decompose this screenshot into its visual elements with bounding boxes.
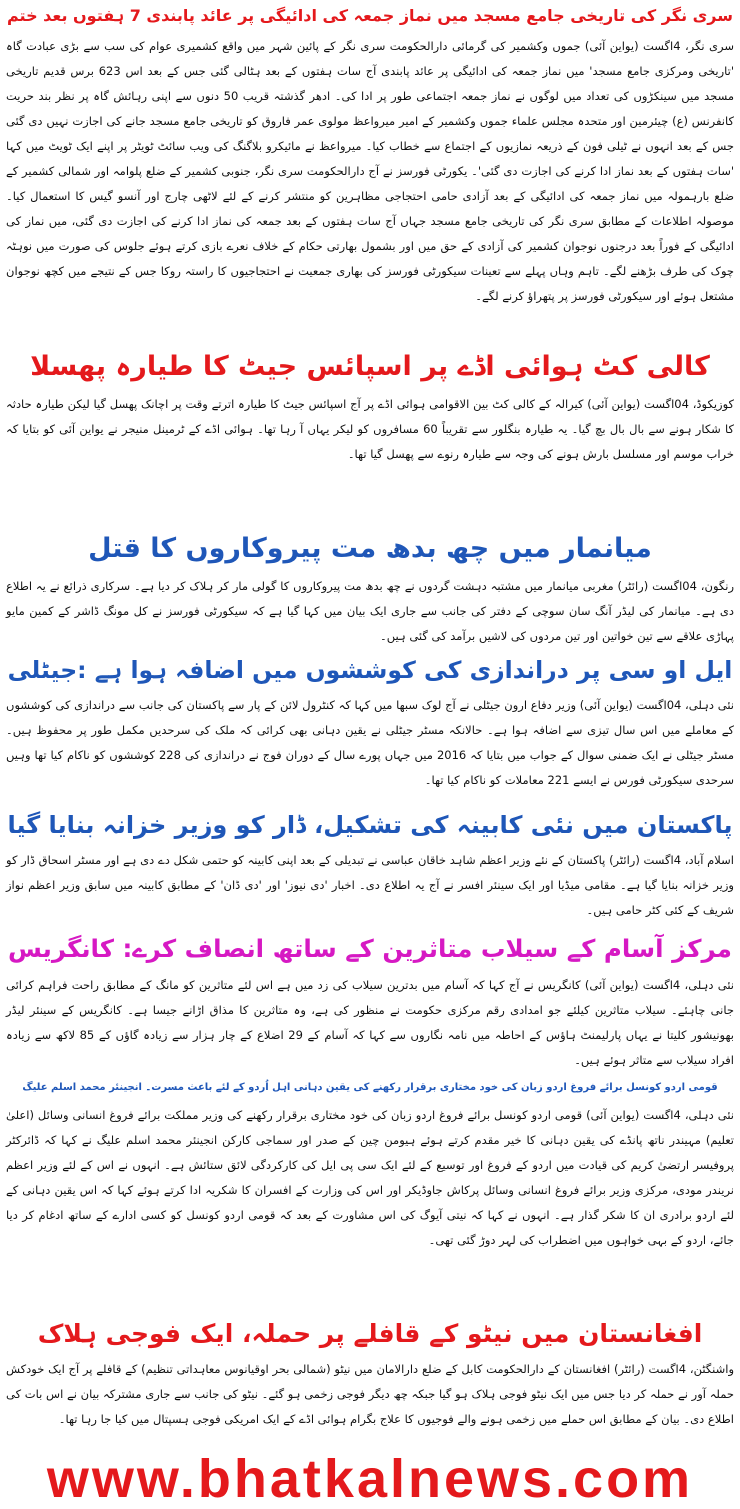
story-headline: مرکز آسام کے سیلاب متاثرین کے ساتھ انصاف کرے: کانگریس	[8, 934, 732, 963]
news-story	[6, 810, 734, 917]
story-body: واشنگٹن، 4اگست (رائٹر) افغانستان کے دارالحکومت کابل کے ضلع دارالامان میں نیٹو (شمالی بحر اوقیانوس معاہداتی تنظیم) کے قافلے پر آج ایک خودکش حملہ آور نے حملہ کر دیا جس میں ایک نیٹو فوجی ہلاک ہو گیا جبکہ چھ دیگر فوجی زخمی ہو گئے۔ نیٹو کی جانب سے جاری مشترکہ بیان نے اس بات کی اطلاع دی۔ بیان کے مطابق اس حملے میں زخمی ہونے والے فوجیوں کا علاج بگرام ہوائی اڈے کے ایک امریکی فوجی ہسپتال میں کیا جا رہا تھا۔	[6, 1362, 734, 1427]
news-story	[6, 1318, 734, 1432]
story-body: نئی دہلی، 4اگست (یواین آئی) قومی اردو کونسل برائے فروغ اردو زبان کی خود مختاری برقرار رکھنے کی وزیر مملکت برائے فروغ انسانی وسائل (اعلیٰ تعلیم) مہیندر ناتھ پانڈے کی یقین دہانی کا خیر مقدم کرتے ہوئے ہیومن چین کے صدر اور سماجی کارکن انجینئر محمد اسلم علیگ نے کہا کہ ڈائرکٹر پروفیسر ارتضیٰ کریم کی قیادت میں اردو کے فروغ اور توسیع کے لئے ایک سی پی ایل کی کارکردگی لائق ستائش ہے۔ انہوں نے اس کے لئے وزیر اعظم نریندر مودی، مرکزی وزیر برائے فروغ انسانی وسائل پرکاش جاوڈیکر اور اس کی وزارت کے افسران کا شکریہ ادا کرتے ہوئے کہا کہ اس یقین دہانی کے لئے اردو برادری ان کا شکر گذار ہے۔ انہوں نے کہا کہ نیتی آیوگ کی اس مشاورت کے بعد کہ قومی اردو کونسل کو کسی ادارے کے ساتھ ادغام کر دیا جائے، اردو کے بہی خواہوں میں اضطراب کی لہر دوڑ گئی تھی۔	[6, 1107, 735, 1247]
story-headline: سری نگر کی تاریخی جامع مسجد میں نماز جمعہ کی ادائیگی پر عائد پابندی 7 ہفتوں بعد ختم	[6, 6, 733, 25]
news-story	[6, 656, 734, 788]
news-story	[6, 6, 735, 303]
story-headline: کالی کٹ ہوائی اڈے پر اسپائس جیٹ کا طیارہ پھسلا	[30, 351, 710, 382]
story-body: نئی دہلی، 04اگست (یواین آئی) وزیر دفاع ارون جیٹلی نے آج لوک سبھا میں کہا کہ کنٹرول لائن کے پار سے پاکستان کی جانب سے دراندازی کی کوششوں کے معاملے میں اس سال تیزی سے اضافہ ہوا ہے۔ حالانکہ مسٹر جیٹلی نے یقین دہانی بھی کرائی کہ ملک کی سرحدیں مکمل طور پر محفوظ ہیں۔ مسٹر جیٹلی نے ایک ضمنی سوال کے جواب میں بتایا کہ 2016 میں جہاں پورے سال کے دوران فوج نے دراندازی کی 228 کوششوں کو ناکام کیا تھا وہیں سرحدی سیکورٹی فورس نے ایسے 221 معاملات کو ناکام کیا تھا۔	[6, 698, 734, 788]
story-headline: افغانستان میں نیٹو کے قافلے پر حملہ، ایک فوجی ہلاک	[37, 1319, 703, 1348]
story-body: رنگون، 04اگست (رائٹر) مغربی میانمار میں مشتبہ دہشت گردوں نے چھ بدھ مت پیروکاروں کا گولی مار کر ہلاک کر دیا ہے۔ سرکاری ذرائع نے یہ اطلاع دی ہے۔ میانمار کی لیڈر آنگ سان سوچی کے دفتر کی جانب سے جاری ایک بیان میں کہا گیا ہے کہ سیکورٹی فورسز نے کل مونگ ڈاشر کے کمین مایو پہاڑی علاقے سے تین خواتین اور تین مردوں کی لاشیں برآمد کی گئی ہیں۔	[6, 578, 735, 643]
news-story	[6, 1082, 735, 1247]
story-body: کوزیکوڈ، 04اگست (یواین آئی) کیرالہ کے کالی کٹ بین الاقوامی ہوائی اڈے پر آج اسپائس جیٹ کا طیارہ اترتے وقت پر اچانک پھسل گیا لیکن طیارہ حادثہ کا شکار ہونے سے بال بال بچ گیا۔ یہ طیارہ بنگلور سے تقریباً 60 مسافروں کو لیکر یہاں آ رہا تھا۔ ہوائی اڈے کے ٹرمینل منیجر نے یواین آئی کو بتایا کہ خراب موسم اور مسلسل بارش ہونے کی وجہ سے طیارہ رنوے سے پھسل گیا تھا۔	[6, 396, 735, 461]
story-body: نئی دہلی، 4اگست (یواین آئی) کانگریس نے آج کہا کہ آسام میں بدترین سیلاب کی زد میں ہے اس لئے متاثرین کو مانگ کے مطابق راحت فراہم کرائی جانی چاہئے۔ سیلاب متاثرین کیلئے جو امدادی رقم مرکزی حکومت نے منظور کی ہے، وہ متاثرین کا مذاق اڑانے جیسا ہے۔ کانگریس کے سینئر لیڈر بھونیشور کلیتا نے یہاں پارلیمنٹ ہاؤس کے احاطہ میں نامہ نگاروں سے کہا کہ آسام کے 29 اضلاع کے چار ہزار سے زیادہ گاؤں کے 85 لاکھ سے زیادہ افراد سیلاب سے متاثر ہوئے ہیں۔	[6, 977, 734, 1067]
story-body: اسلام آباد، 4اگست (رائٹر) پاکستان کے نئے وزیر اعظم شاہد خاقان عباسی نے تبدیلی کے بعد اپنی کابینہ کو حتمی شکل دے دی ہے اور مسٹر اسحاق ڈار کو وزیر خزانہ بنایا گیا ہے۔ مقامی میڈیا اور ایک سینئر افسر نے آج یہ اطلاع دی۔ اخبار 'دی نیوز' اور 'دی ڈان' کے مطابق کابینہ میں سابق وزیر اعظم نواز شریف کے کئی کٹر حامی ہیں۔	[6, 853, 734, 917]
story-body: سری نگر، 4اگست (یواین آئی) جموں وکشمیر کی گرمائی دارالحکومت سری نگر کے پائین شہر میں واقع کشمیری عوام کی سب سے بڑی عبادت گاہ 'تاریخی ومرکزی جامع مسجد' میں نماز جمعہ کی ادائیگی پر عائد پابندی آج سات ہفتوں کے بعد ہٹالی گئی جس کے بعد اس 623 برس قدیم تاریخی مسجد میں سینکڑوں کی تعداد میں لوگوں نے نماز جمعہ اجتماعی طور پر ادا کی۔ ادھر گذشتہ قریب 50 دنوں سے اپنی رہائش گاہ پر نظر بند حریت کانفرنس (ع) چیئرمین اور متحدہ مجلس علماء جموں وکشمیر کے امیر میرواعظ مولوی عمر فاروق کو تاریخی جامع مسجد جانے کی اجازت نہیں دی گئی جس کے بعد انہوں نے ٹیلی فون کے ذریعہ نمازیوں کے اجتماع سے خطاب کیا۔ میرواعظ نے مائیکرو بلاگنگ کی ویب سائٹ ٹویٹر پر اپنے ایک ٹویٹ میں کہا 'سات ہفتوں کے بعد نماز ادا کرنے کی اجازت دی گئی'۔ یکورٹی فورسز نے آج دارالحکومت سری نگر، جنوبی کشمیر کے ضلع پلوامہ اور شمالی کشمیر کے ضلع بارہمولہ میں نماز جمعہ کی ادائیگی کے بعد آزادی حامی احتجاجی مظاہرین کو منتشر کرنے کے لئے لاٹھی چارج اور آنسو گیس کا استعمال کیا۔ موصولہ اطلاعات کے مطابق سری نگر کی تاریخی جامع مسجد جہاں آج سات ہفتوں کے بعد جمعہ کی نماز ادا کرنے کی اجازت دی گئی، میں نماز کی ادائیگی کے فوراً بعد درجنوں نوجوان کشمیر کی آزادی کے حق میں اور بشمول بھارتی حکام کے خلاف نعرے بازی کرتے ہوئے جلوس کی صورت میں نوہٹہ چوک کی طرف بڑھنے لگے۔ تاہم وہاں پہلے سے تعینات سیکورٹی فورسز کی بھاری جمعیت نے احتجاجیوں کا راستہ روکا جس کے نتیجے میں کچھ نوجوان مشتعل ہوئے اور سیکورٹی فورسز پر پتھراؤ کرنے لگے۔	[6, 39, 735, 303]
story-headline: ایل او سی پر دراندازی کی کوششوں میں اضافہ ہوا ہے :جیٹلی	[7, 656, 733, 684]
news-story	[6, 350, 734, 467]
story-headline: پاکستان میں نئی کابینہ کی تشکیل، ڈار کو وزیر خزانہ بنایا گیا	[7, 811, 733, 839]
story-headline: قومی اردو کونسل برائے فروغ اردو زبان کی خود مختاری برقرار رکھنے کی یقین دہانی اہل اُردو کے لئے باعث مسرت۔ انجینئر محمد اسلم علیگ	[22, 1082, 718, 1093]
site-footer-url[interactable]: www.bhatkalnews.com	[46, 1449, 694, 1509]
news-story	[6, 934, 734, 1067]
news-story	[6, 532, 735, 643]
story-headline: میانمار میں چھ بدھ مت پیروکاروں کا قتل	[88, 533, 652, 564]
